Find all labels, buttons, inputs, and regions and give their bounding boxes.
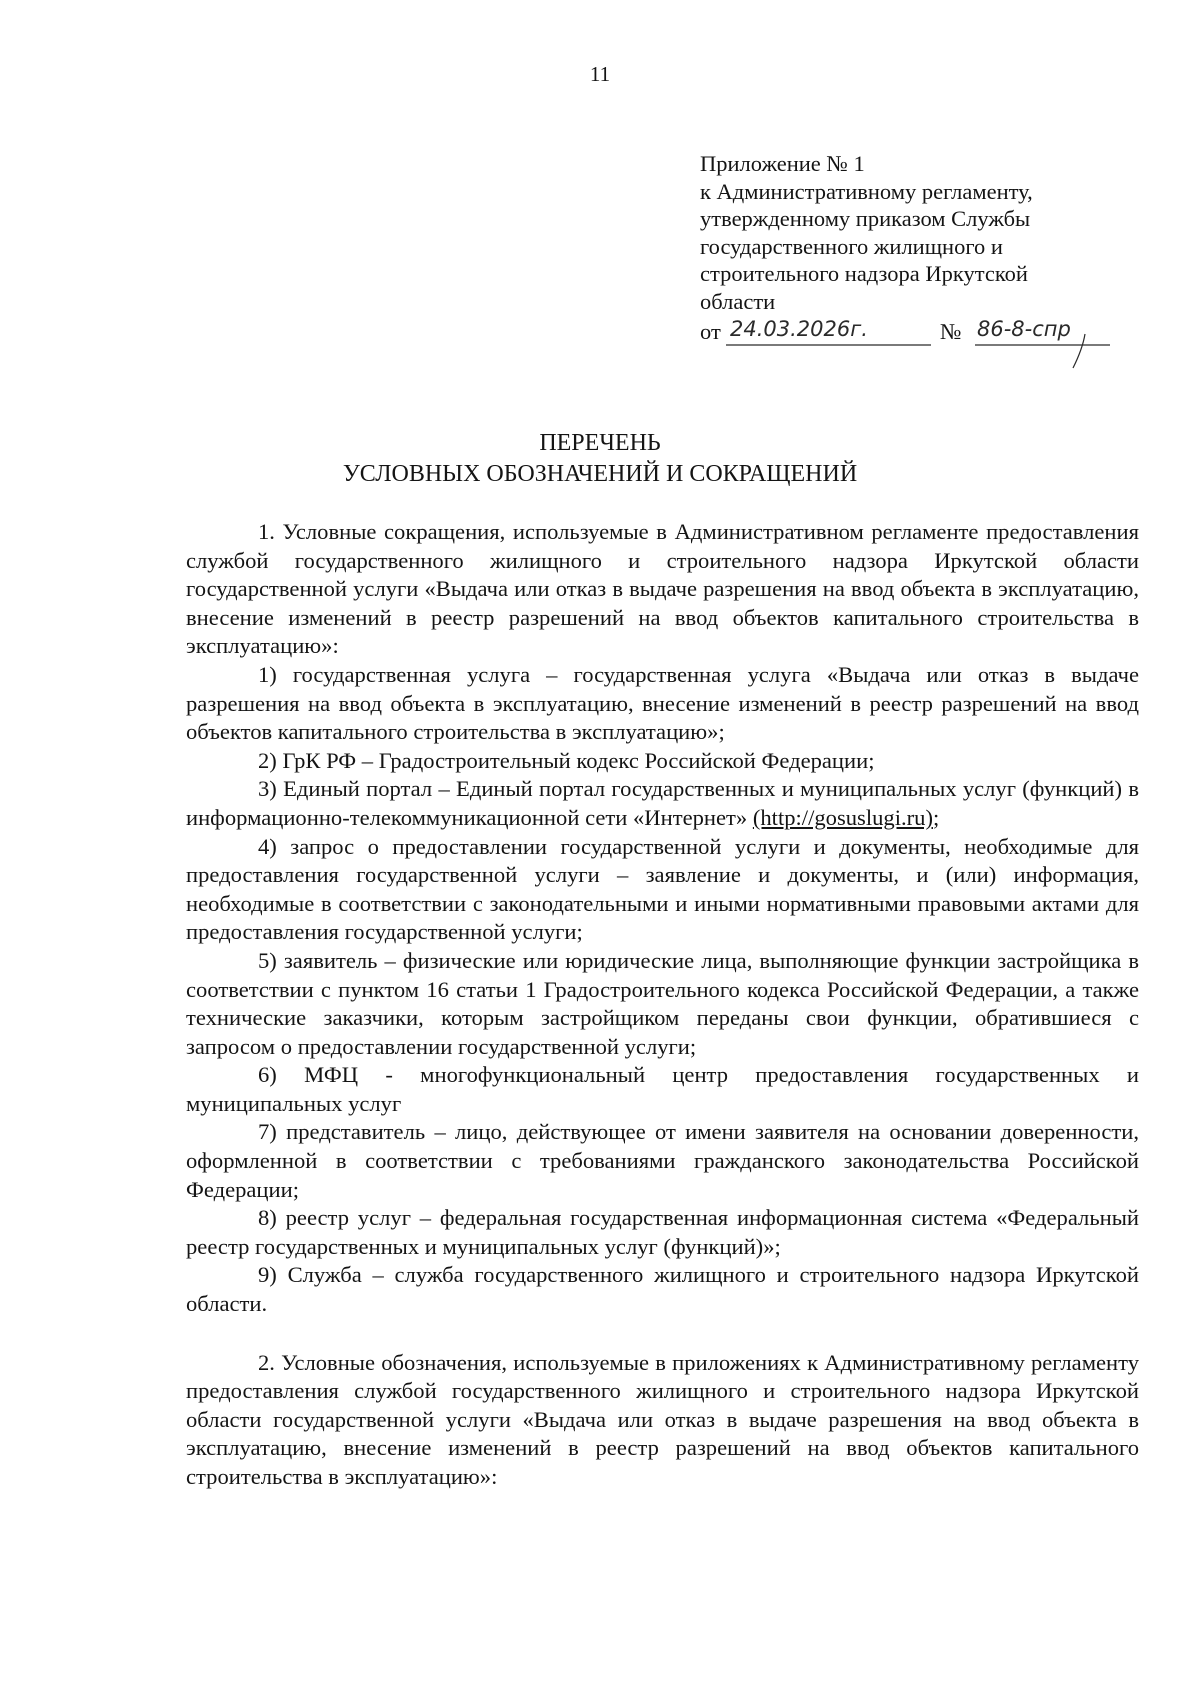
section-1-intro: 1. Условные сокращения, используемые в Административном регламенте предоставления службой государственного жилищного и строительного надзора Иркутской области государственной услуги «Выдача или отказ в выдаче разрешения на ввод объекта в эксплуатацию, внесение изменений в реестр разрешений на ввод объектов капитального строительства в эксплуатацию»:: [186, 519, 1139, 659]
title-line-1: ПЕРЕЧЕНЬ: [539, 430, 661, 456]
document-body: [186, 518, 1139, 1492]
attachment-line: строительного надзора Иркутской: [700, 261, 1028, 286]
definition-item-6: 6) МФЦ - многофункциональный центр предоставления государственных и муниципальных услуг: [186, 1062, 1139, 1116]
handwritten-date: [726, 312, 931, 352]
attachment-line: государственного жилищного и: [700, 233, 1003, 259]
definition-item-1: 1) государственная услуга – государственная услуга «Выдача или отказ в выдаче разрешения на ввод объекта в эксплуатацию, внесение изменений в реестр разрешений на ввод объектов капитального строительства в эксплуатацию»;: [186, 661, 1139, 745]
page-number: 11: [589, 62, 611, 86]
number-label: №: [940, 319, 962, 344]
date-number-line: [700, 318, 1140, 348]
definition-item-9: 9) Служба – служба государственного жилищного и строительного надзора Иркутской области.: [186, 1262, 1139, 1317]
handwritten-number-text: 86-8-спр: [977, 317, 1071, 341]
number-flourish: [1073, 334, 1085, 368]
handwritten-number: [975, 312, 1115, 372]
section-2-intro: 2. Условные обозначения, используемые в приложениях к Административному регламенту предоставления службой государственного жилищного и строительного надзора Иркутской области государственной услуги «Выдача или отказ в выдаче разрешения на ввод объекта в эксплуатацию, внесение изменений в реестр разрешений на ввод объектов капитального строительства в эксплуатацию»:: [186, 1349, 1139, 1489]
document-title: [0, 428, 1200, 490]
definition-item-7: 7) представитель – лицо, действующее от имени заявителя на основании доверенности, оформленной в соответствии с требованиями гражданского законодательства Российской Федерации;: [186, 1119, 1139, 1202]
attachment-line: области: [700, 288, 776, 314]
definition-item-3-text: 3) Единый портал – Единый портал государственных и муниципальных услуг (функций) в информационно-телекоммуникационной сети «Интернет»: [186, 776, 1139, 830]
definition-item-5: 5) заявитель – физические или юридические лица, выполняющие функции застройщика в соответствии с пунктом 16 статьи 1 Градостроительного кодекса Российской Федерации, а также технические заказчики, которым застройщиком переданы свои функции, обратившиеся с запросом о предоставлении государственной услуги;: [186, 947, 1139, 1059]
definition-item-3: [186, 775, 1139, 832]
attachment-line: утвержденному приказом Службы: [700, 206, 1031, 231]
gosuslugi-link[interactable]: (http://gosuslugi.ru): [752, 804, 933, 830]
definition-item-4: 4) запрос о предоставлении государственной услуги и документы, необходимые для предоставления государственной услуги – заявление и документы, и (или) информация, необходимые в соответствии с законодательными и иными нормативными правовыми актами для предоставления государственной услуги;: [186, 833, 1139, 945]
definition-item-8: 8) реестр услуг – федеральная государственная информационная система «Федеральный реестр государственных и муниципальных услуг (функций)»;: [186, 1205, 1139, 1259]
handwritten-date-text: 24.03.2026г.: [730, 317, 868, 341]
attachment-line: к Административному регламенту,: [700, 178, 1033, 204]
attachment-line: Приложение № 1: [700, 151, 865, 176]
definition-item-2: 2) ГрК РФ – Градостроительный кодекс Российской Федерации;: [258, 747, 875, 773]
title-line-2: УСЛОВНЫХ ОБОЗНАЧЕНИЙ И СОКРАЩЕНИЙ: [342, 461, 858, 487]
definition-item-3-tail: ;: [932, 804, 940, 830]
from-label: от: [700, 319, 721, 344]
attachment-header: [700, 150, 1140, 348]
